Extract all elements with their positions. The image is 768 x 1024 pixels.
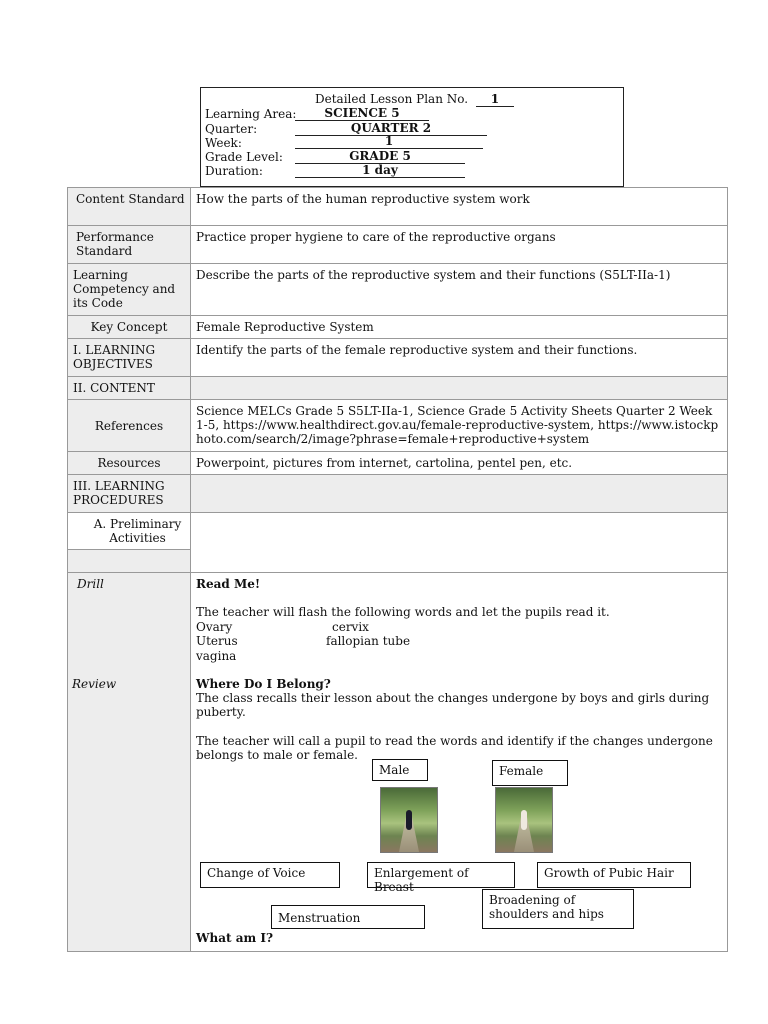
female-label-box: Female: [492, 760, 568, 786]
growth-of-pubic-hair-card[interactable]: Growth of Pubic Hair: [537, 862, 691, 888]
word-uterus: Uterus: [196, 634, 238, 648]
female-photo: [495, 787, 553, 853]
content-row: [68, 377, 728, 400]
lesson-plan-header: [200, 87, 624, 187]
header-title-text: Detailed Lesson Plan No.: [315, 92, 469, 106]
performance-standard-row: [68, 226, 728, 264]
word-cervix: cervix: [332, 620, 369, 634]
lesson-plan-table: [67, 187, 728, 952]
content-label: II. CONTENT: [68, 377, 191, 400]
male-figure: [406, 810, 412, 830]
plan-number: 1: [476, 92, 514, 107]
grade-level-label: Grade Level:: [205, 150, 283, 164]
preliminary-row: [68, 513, 728, 573]
menstruation-card[interactable]: Menstruation: [271, 905, 425, 929]
objectives-row: [68, 339, 728, 377]
activities-content: [191, 573, 728, 952]
key-concept-label: Key Concept: [68, 316, 191, 339]
review-text-2: The teacher will call a pupil to read the words and identify if the changes undergone belongs to male or female.: [196, 734, 713, 762]
preliminary-blank: [68, 550, 190, 572]
content-standard-row: [68, 188, 728, 226]
male-label-box: Male: [372, 759, 428, 781]
word-fallopian-tube: fallopian tube: [326, 634, 411, 648]
preliminary-value: [191, 513, 728, 573]
week-label: Week:: [205, 136, 242, 150]
review-label: Review: [72, 677, 117, 691]
drill-title: Read Me!: [196, 577, 261, 591]
competency-label: Learning Competency and its Code: [68, 264, 191, 316]
duration-label: Duration:: [205, 164, 263, 178]
enlargement-of-breast-card[interactable]: Enlargement of Breast: [367, 862, 515, 888]
word-vagina: vagina: [196, 649, 237, 663]
performance-standard-label: Performance Standard: [68, 226, 191, 264]
objectives-value: Identify the parts of the female reproductive system and their functions.: [191, 339, 728, 377]
learning-area-label: Learning Area:: [205, 107, 297, 121]
grade-level-value: GRADE 5: [295, 149, 465, 164]
preliminary-label: A. Preliminary Activities: [68, 513, 190, 550]
preliminary-label-cell: [68, 513, 191, 573]
references-label: References: [68, 400, 191, 452]
week-value: 1: [295, 134, 483, 149]
key-concept-value: Female Reproductive System: [191, 316, 728, 339]
references-value: Science MELCs Grade 5 S5LT-IIa-1, Science Grade 5 Activity Sheets Quarter 2 Week 1-5, https://www.healthdirect.gov.au/female-reproductive-system, https://www.istockphoto.com/search/2/image?phrase=female+reproductive+system: [191, 400, 728, 452]
header-title: [315, 92, 514, 107]
drill-label: Drill: [77, 577, 104, 591]
broadening-shoulders-card[interactable]: Broadening of shoulders and hips: [482, 889, 634, 929]
content-standard-label: Content Standard: [68, 188, 191, 226]
activities-area: [196, 577, 722, 947]
competency-value: Describe the parts of the reproductive system and their functions (S5LT-IIa-1): [191, 264, 728, 316]
content-value: [191, 377, 728, 400]
competency-row: [68, 264, 728, 316]
drill-instruction: The teacher will flash the following words and let the pupils read it.: [196, 605, 610, 619]
duration-value: 1 day: [295, 163, 465, 178]
key-concept-row: [68, 316, 728, 339]
procedures-value: [191, 475, 728, 513]
activities-row: [68, 573, 728, 952]
quarter-value: QUARTER 2: [295, 121, 487, 136]
what-am-i-title: What am I?: [196, 931, 273, 945]
content-standard-value: How the parts of the human reproductive system work: [191, 188, 728, 226]
male-photo: [380, 787, 438, 853]
change-of-voice-card[interactable]: Change of Voice: [200, 862, 340, 888]
references-row: [68, 400, 728, 452]
female-figure: [521, 810, 527, 830]
procedures-label: III. LEARNING PROCEDURES: [68, 475, 191, 513]
word-ovary: Ovary: [196, 620, 233, 634]
procedures-row: [68, 475, 728, 513]
review-title: Where Do I Belong?: [196, 677, 331, 691]
resources-value: Powerpoint, pictures from internet, cartolina, pentel pen, etc.: [191, 452, 728, 475]
activities-label-cell: [68, 573, 191, 952]
resources-label: Resources: [68, 452, 191, 475]
objectives-label: I. LEARNING OBJECTIVES: [68, 339, 191, 377]
performance-standard-value: Practice proper hygiene to care of the reproductive organs: [191, 226, 728, 264]
resources-row: [68, 452, 728, 475]
review-text-1: The class recalls their lesson about the changes undergone by boys and girls during puberty.: [196, 691, 710, 719]
learning-area-value: SCIENCE 5: [295, 106, 429, 121]
quarter-label: Quarter:: [205, 122, 258, 136]
